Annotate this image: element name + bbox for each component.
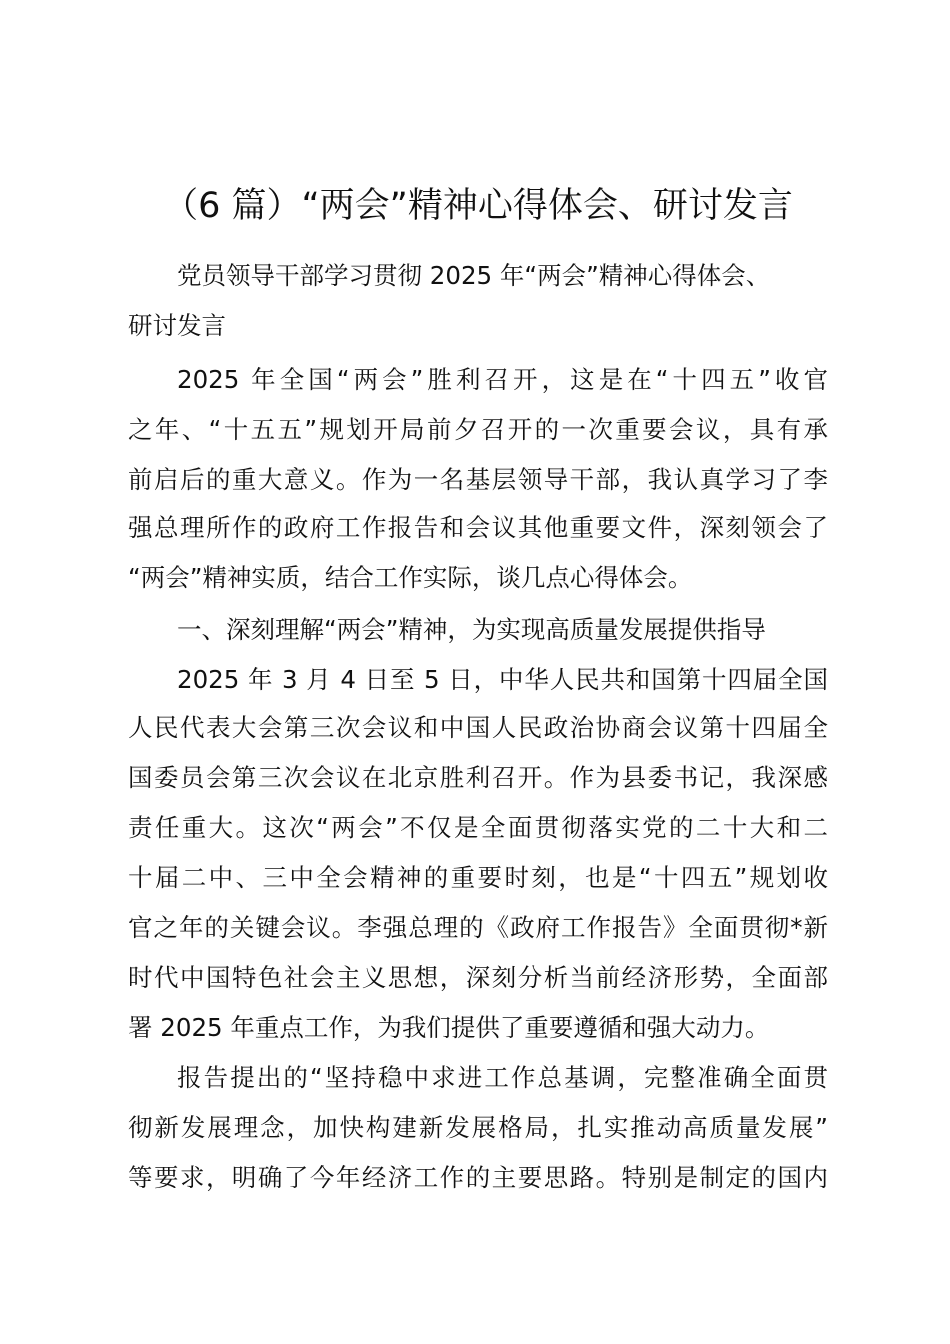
- document-title: （6 篇）“两会”精神心得体会、研讨发言: [163, 186, 793, 226]
- subtitle-line-2: 研讨发言: [128, 311, 226, 340]
- paragraph-3-line-2: 彻新发展理念，加快构建新发展格局，扎实推动高质量发展”: [128, 1113, 828, 1142]
- paragraph-1-line-5: “两会”精神实质，结合工作实际，谈几点心得体会。: [128, 563, 693, 592]
- paragraph-2-line-5: 十届二中、三中全会精神的重要时刻，也是“十四五”规划收: [128, 863, 828, 892]
- paragraph-2-line-2: 人民代表大会第三次会议和中国人民政治协商会议第十四届全: [128, 713, 828, 742]
- paragraph-3-line-1: 报告提出的“坚持稳中求进工作总基调，完整准确全面贯: [177, 1063, 828, 1092]
- paragraph-1-line-1: 2025 年全国“两会”胜利召开，这是在“十四五”收官: [177, 365, 828, 394]
- paragraph-2-line-3: 国委员会第三次会议在北京胜利召开。作为县委书记，我深感: [128, 763, 828, 792]
- paragraph-1-line-2: 之年、“十五五”规划开局前夕召开的一次重要会议，具有承: [128, 415, 828, 444]
- paragraph-2-line-8: 署 2025 年重点工作，为我们提供了重要遵循和强大动力。: [128, 1013, 770, 1042]
- paragraph-2-line-6: 官之年的关键会议。李强总理的《政府工作报告》全面贯彻*新: [128, 913, 828, 942]
- paragraph-2-line-1: 2025 年 3 月 4 日至 5 日，中华人民共和国第十四届全国: [177, 665, 828, 694]
- paragraph-1-line-4: 强总理所作的政府工作报告和会议其他重要文件，深刻领会了: [128, 513, 828, 542]
- paragraph-1-line-3: 前启后的重大意义。作为一名基层领导干部，我认真学习了李: [128, 465, 828, 494]
- paragraph-3-line-3: 等要求，明确了今年经济工作的主要思路。特别是制定的国内: [128, 1163, 828, 1192]
- section-heading-1: 一、深刻理解“两会”精神，为实现高质量发展提供指导: [177, 615, 766, 644]
- paragraph-2-line-7: 时代中国特色社会主义思想，深刻分析当前经济形势，全面部: [128, 963, 828, 992]
- subtitle-line-1: 党员领导干部学习贯彻 2025 年“两会”精神心得体会、: [177, 261, 771, 290]
- paragraph-2-line-4: 责任重大。这次“两会”不仅是全面贯彻落实党的二十大和二: [128, 813, 828, 842]
